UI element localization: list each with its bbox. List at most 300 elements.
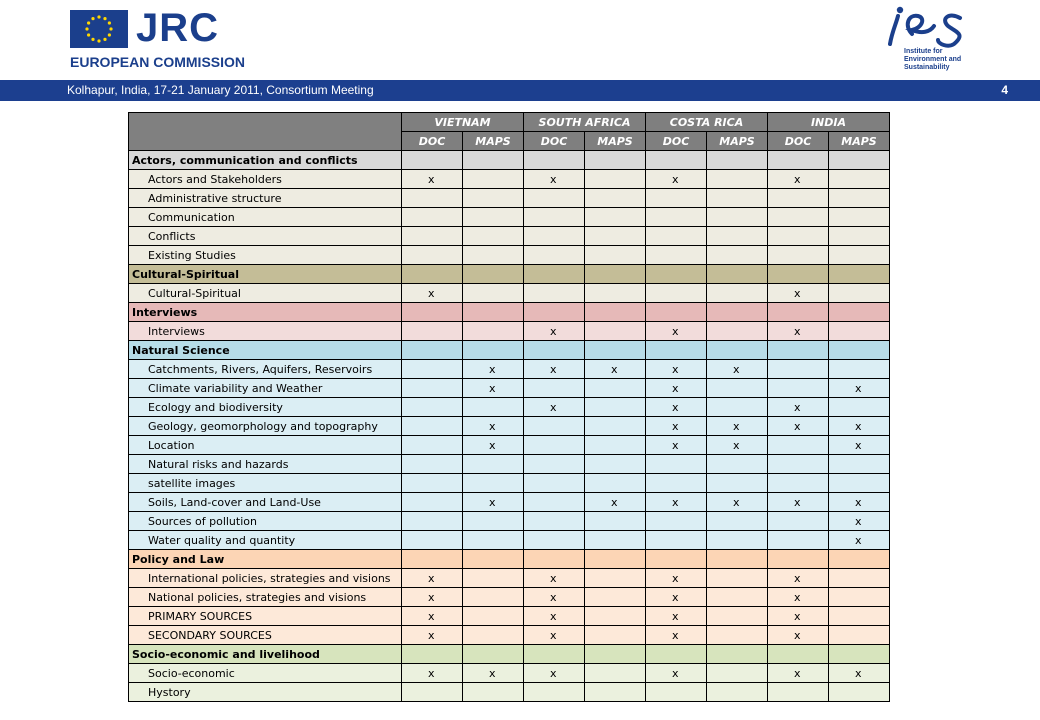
availability-cell xyxy=(646,284,707,303)
availability-cell xyxy=(585,227,646,246)
availability-cell xyxy=(585,208,646,227)
category-cell xyxy=(707,550,768,569)
availability-cell xyxy=(524,417,585,436)
availability-cell: x xyxy=(768,588,829,607)
availability-cell: x xyxy=(402,626,463,645)
availability-cell xyxy=(707,664,768,683)
category-cell xyxy=(585,151,646,170)
availability-cell xyxy=(524,246,585,265)
availability-cell xyxy=(585,246,646,265)
row-label: Geology, geomorphology and topography xyxy=(129,417,402,436)
availability-cell: x xyxy=(646,322,707,341)
availability-cell xyxy=(768,379,829,398)
category-cell xyxy=(768,645,829,664)
row-label: Conflicts xyxy=(129,227,402,246)
meeting-title: Kolhapur, India, 17-21 January 2011, Consortium Meeting xyxy=(67,83,374,97)
availability-cell xyxy=(402,417,463,436)
category-cell xyxy=(829,550,890,569)
table-row xyxy=(129,417,890,436)
availability-cell xyxy=(768,208,829,227)
availability-cell xyxy=(463,246,524,265)
availability-cell xyxy=(585,512,646,531)
availability-cell: x xyxy=(646,569,707,588)
jrc-wordmark: JRC xyxy=(136,6,220,50)
availability-cell xyxy=(829,246,890,265)
table-row xyxy=(129,683,890,702)
corner-cell xyxy=(129,113,402,151)
table-row xyxy=(129,512,890,531)
availability-cell xyxy=(707,588,768,607)
availability-cell xyxy=(646,246,707,265)
row-label: Administrative structure xyxy=(129,189,402,208)
category-cell xyxy=(707,341,768,360)
availability-cell xyxy=(402,246,463,265)
availability-cell: x xyxy=(585,360,646,379)
availability-cell: x xyxy=(402,569,463,588)
availability-cell: x xyxy=(463,664,524,683)
table-row xyxy=(129,322,890,341)
availability-cell xyxy=(585,474,646,493)
availability-cell xyxy=(463,208,524,227)
category-label: Natural Science xyxy=(129,341,402,360)
type-header: MAPS xyxy=(463,132,524,151)
category-cell xyxy=(585,265,646,284)
category-label: Cultural-Spiritual xyxy=(129,265,402,284)
category-cell xyxy=(402,341,463,360)
availability-cell xyxy=(585,379,646,398)
row-label: Climate variability and Weather xyxy=(129,379,402,398)
availability-cell xyxy=(646,531,707,550)
availability-cell xyxy=(829,189,890,208)
availability-cell xyxy=(707,170,768,189)
availability-cell xyxy=(463,474,524,493)
availability-cell xyxy=(524,284,585,303)
ies-caption-line: Environment and xyxy=(904,56,962,63)
eu-star-icon xyxy=(97,39,100,42)
availability-cell xyxy=(585,284,646,303)
availability-cell: x xyxy=(463,417,524,436)
availability-cell xyxy=(524,455,585,474)
availability-cell xyxy=(524,683,585,702)
availability-cell xyxy=(829,322,890,341)
category-row xyxy=(129,550,890,569)
availability-cell xyxy=(829,360,890,379)
availability-cell xyxy=(768,246,829,265)
availability-cell xyxy=(463,683,524,702)
availability-cell xyxy=(402,189,463,208)
eu-star-icon xyxy=(109,27,112,30)
availability-cell: x xyxy=(524,588,585,607)
availability-cell xyxy=(768,683,829,702)
category-cell xyxy=(707,265,768,284)
availability-cell xyxy=(829,284,890,303)
type-header: MAPS xyxy=(829,132,890,151)
availability-cell xyxy=(463,626,524,645)
category-cell xyxy=(463,550,524,569)
table-row xyxy=(129,569,890,588)
availability-cell xyxy=(402,474,463,493)
european-commission-label: EUROPEAN COMMISSION xyxy=(70,54,246,70)
eu-star-icon xyxy=(97,15,100,18)
availability-cell xyxy=(768,455,829,474)
availability-cell xyxy=(829,683,890,702)
type-header: DOC xyxy=(768,132,829,151)
table-row xyxy=(129,588,890,607)
availability-cell xyxy=(768,512,829,531)
table-row xyxy=(129,474,890,493)
availability-cell xyxy=(646,512,707,531)
country-header: INDIA xyxy=(768,113,890,132)
type-header: MAPS xyxy=(585,132,646,151)
category-cell xyxy=(524,265,585,284)
availability-cell xyxy=(402,683,463,702)
availability-cell xyxy=(585,531,646,550)
availability-cell xyxy=(585,626,646,645)
category-cell xyxy=(829,151,890,170)
availability-cell xyxy=(524,493,585,512)
eu-star-icon xyxy=(103,17,106,20)
availability-cell xyxy=(463,569,524,588)
category-cell xyxy=(768,341,829,360)
eu-star-icon xyxy=(85,27,88,30)
table-row xyxy=(129,398,890,417)
row-label: Socio-economic xyxy=(129,664,402,683)
availability-cell xyxy=(585,455,646,474)
availability-cell: x xyxy=(768,284,829,303)
row-label: Interviews xyxy=(129,322,402,341)
availability-cell xyxy=(524,189,585,208)
availability-cell xyxy=(768,227,829,246)
category-row xyxy=(129,645,890,664)
category-label: Interviews xyxy=(129,303,402,322)
availability-cell xyxy=(829,398,890,417)
eu-star-icon xyxy=(103,38,106,41)
availability-cell xyxy=(402,360,463,379)
availability-cell xyxy=(829,607,890,626)
table-row xyxy=(129,531,890,550)
category-label: Policy and Law xyxy=(129,550,402,569)
availability-cell xyxy=(768,531,829,550)
availability-cell xyxy=(585,417,646,436)
availability-cell xyxy=(829,208,890,227)
category-cell xyxy=(585,303,646,322)
availability-cell: x xyxy=(524,626,585,645)
availability-cell xyxy=(707,322,768,341)
availability-cell: x xyxy=(646,626,707,645)
page-number: 4 xyxy=(1001,83,1008,97)
availability-cell xyxy=(646,227,707,246)
availability-cell xyxy=(463,398,524,417)
availability-cell: x xyxy=(829,512,890,531)
availability-cell xyxy=(585,607,646,626)
availability-cell: x xyxy=(829,379,890,398)
category-cell xyxy=(768,550,829,569)
availability-cell: x xyxy=(768,626,829,645)
table-row xyxy=(129,189,890,208)
table-row xyxy=(129,493,890,512)
country-header: COSTA RICA xyxy=(646,113,768,132)
availability-cell xyxy=(524,474,585,493)
category-cell xyxy=(829,303,890,322)
availability-cell: x xyxy=(524,360,585,379)
availability-cell xyxy=(524,512,585,531)
availability-cell: x xyxy=(524,170,585,189)
availability-cell: x xyxy=(646,170,707,189)
availability-cell xyxy=(768,436,829,455)
table-row xyxy=(129,379,890,398)
category-cell xyxy=(402,303,463,322)
type-header: DOC xyxy=(402,132,463,151)
availability-cell: x xyxy=(524,664,585,683)
table-row xyxy=(129,626,890,645)
availability-cell xyxy=(402,512,463,531)
row-label: Ecology and biodiversity xyxy=(129,398,402,417)
availability-cell xyxy=(402,455,463,474)
row-label: Natural risks and hazards xyxy=(129,455,402,474)
availability-cell xyxy=(707,284,768,303)
availability-cell xyxy=(463,455,524,474)
category-cell xyxy=(463,645,524,664)
table-row xyxy=(129,284,890,303)
availability-cell xyxy=(585,170,646,189)
availability-cell: x xyxy=(402,170,463,189)
row-label: National policies, strategies and visions xyxy=(129,588,402,607)
category-cell xyxy=(524,303,585,322)
availability-cell xyxy=(707,569,768,588)
table-row xyxy=(129,360,890,379)
meeting-banner xyxy=(0,80,1040,101)
category-cell xyxy=(707,303,768,322)
availability-cell: x xyxy=(768,322,829,341)
availability-cell xyxy=(707,683,768,702)
availability-cell: x xyxy=(646,607,707,626)
category-cell xyxy=(524,151,585,170)
availability-cell xyxy=(402,493,463,512)
availability-cell: x xyxy=(646,588,707,607)
availability-cell xyxy=(402,436,463,455)
table-row xyxy=(129,436,890,455)
category-cell xyxy=(524,550,585,569)
availability-cell: x xyxy=(768,569,829,588)
availability-cell xyxy=(463,170,524,189)
type-header: MAPS xyxy=(707,132,768,151)
availability-cell: x xyxy=(463,360,524,379)
category-cell xyxy=(585,550,646,569)
availability-cell: x xyxy=(768,170,829,189)
availability-cell xyxy=(646,474,707,493)
availability-cell: x xyxy=(524,398,585,417)
availability-cell: x xyxy=(402,284,463,303)
category-cell xyxy=(402,265,463,284)
availability-cell xyxy=(646,208,707,227)
category-cell xyxy=(524,341,585,360)
category-cell xyxy=(402,151,463,170)
category-cell xyxy=(402,550,463,569)
eu-star-icon xyxy=(108,33,111,36)
availability-cell: x xyxy=(524,569,585,588)
availability-cell xyxy=(524,379,585,398)
row-label: Hystory xyxy=(129,683,402,702)
availability-cell xyxy=(585,683,646,702)
category-cell xyxy=(707,151,768,170)
availability-cell xyxy=(707,246,768,265)
availability-cell: x xyxy=(707,417,768,436)
availability-cell xyxy=(402,531,463,550)
availability-cell xyxy=(768,189,829,208)
category-cell xyxy=(646,645,707,664)
availability-cell: x xyxy=(829,417,890,436)
row-label: Soils, Land-cover and Land-Use xyxy=(129,493,402,512)
eu-star-icon xyxy=(91,38,94,41)
category-cell xyxy=(646,550,707,569)
table-row xyxy=(129,208,890,227)
availability-cell: x xyxy=(402,607,463,626)
category-cell xyxy=(829,341,890,360)
row-label: Water quality and quantity xyxy=(129,531,402,550)
type-header: DOC xyxy=(524,132,585,151)
availability-cell xyxy=(646,683,707,702)
availability-cell xyxy=(585,664,646,683)
row-label: satellite images xyxy=(129,474,402,493)
row-label: Location xyxy=(129,436,402,455)
category-cell xyxy=(463,341,524,360)
country-header: VIETNAM xyxy=(402,113,524,132)
availability-cell: x xyxy=(646,360,707,379)
availability-cell: x xyxy=(707,360,768,379)
ies-caption-line: Institute for xyxy=(904,48,943,55)
eu-star-icon xyxy=(87,33,90,36)
category-cell xyxy=(646,151,707,170)
category-cell xyxy=(829,265,890,284)
availability-cell: x xyxy=(585,493,646,512)
eu-star-icon xyxy=(87,21,90,24)
availability-cell xyxy=(707,626,768,645)
availability-cell xyxy=(707,455,768,474)
availability-cell: x xyxy=(768,664,829,683)
availability-cell xyxy=(707,208,768,227)
availability-cell xyxy=(768,360,829,379)
data-availability-table xyxy=(128,112,890,702)
availability-cell xyxy=(463,512,524,531)
availability-cell: x xyxy=(829,493,890,512)
availability-cell xyxy=(707,474,768,493)
category-row xyxy=(129,151,890,170)
availability-cell xyxy=(402,322,463,341)
ies-caption-line: Sustainability xyxy=(904,64,950,71)
country-header-row xyxy=(129,113,890,132)
row-label: Sources of pollution xyxy=(129,512,402,531)
availability-cell xyxy=(585,398,646,417)
category-cell xyxy=(524,645,585,664)
availability-cell xyxy=(524,436,585,455)
row-label: Existing Studies xyxy=(129,246,402,265)
availability-cell xyxy=(707,607,768,626)
availability-cell: x xyxy=(768,493,829,512)
jrc-logo xyxy=(70,6,246,72)
availability-cell: x xyxy=(768,607,829,626)
category-row xyxy=(129,265,890,284)
row-label: Cultural-Spiritual xyxy=(129,284,402,303)
category-cell xyxy=(646,303,707,322)
row-label: Actors and Stakeholders xyxy=(129,170,402,189)
availability-cell xyxy=(402,208,463,227)
availability-cell xyxy=(829,455,890,474)
ies-logo xyxy=(882,4,982,78)
availability-cell xyxy=(463,322,524,341)
availability-cell xyxy=(829,474,890,493)
category-cell xyxy=(402,645,463,664)
availability-cell xyxy=(524,227,585,246)
availability-cell xyxy=(402,227,463,246)
category-cell xyxy=(768,303,829,322)
availability-cell xyxy=(829,588,890,607)
availability-cell xyxy=(524,531,585,550)
category-label: Socio-economic and livelihood xyxy=(129,645,402,664)
category-row xyxy=(129,341,890,360)
eu-star-icon xyxy=(91,17,94,20)
country-header: SOUTH AFRICA xyxy=(524,113,646,132)
category-cell xyxy=(585,645,646,664)
availability-cell xyxy=(646,455,707,474)
availability-cell xyxy=(402,379,463,398)
ies-caption xyxy=(904,48,961,72)
row-label: International policies, strategies and visions xyxy=(129,569,402,588)
table-row xyxy=(129,607,890,626)
availability-cell xyxy=(585,569,646,588)
availability-cell xyxy=(829,227,890,246)
category-cell xyxy=(463,303,524,322)
category-cell xyxy=(463,265,524,284)
availability-cell xyxy=(585,436,646,455)
availability-cell xyxy=(585,189,646,208)
category-label: Actors, communication and conflicts xyxy=(129,151,402,170)
row-label: Catchments, Rivers, Aquifers, Reservoirs xyxy=(129,360,402,379)
availability-cell: x xyxy=(768,398,829,417)
category-cell xyxy=(768,151,829,170)
availability-cell: x xyxy=(646,379,707,398)
availability-cell xyxy=(707,512,768,531)
availability-cell: x xyxy=(402,664,463,683)
availability-cell: x xyxy=(646,436,707,455)
category-cell xyxy=(646,265,707,284)
category-cell xyxy=(646,341,707,360)
availability-cell xyxy=(768,474,829,493)
category-row xyxy=(129,303,890,322)
table-row xyxy=(129,246,890,265)
availability-cell: x xyxy=(463,493,524,512)
availability-cell: x xyxy=(402,588,463,607)
availability-cell xyxy=(829,569,890,588)
availability-cell xyxy=(829,626,890,645)
availability-cell: x xyxy=(768,417,829,436)
category-cell xyxy=(829,645,890,664)
availability-cell: x xyxy=(829,531,890,550)
availability-cell: x xyxy=(524,607,585,626)
table-row xyxy=(129,170,890,189)
availability-cell xyxy=(463,607,524,626)
availability-cell: x xyxy=(463,436,524,455)
availability-cell xyxy=(463,531,524,550)
table-row xyxy=(129,455,890,474)
category-cell xyxy=(707,645,768,664)
availability-cell xyxy=(829,170,890,189)
eu-star-icon xyxy=(108,21,111,24)
row-label: Communication xyxy=(129,208,402,227)
availability-cell: x xyxy=(524,322,585,341)
category-cell xyxy=(768,265,829,284)
availability-cell: x xyxy=(646,398,707,417)
availability-cell xyxy=(707,531,768,550)
